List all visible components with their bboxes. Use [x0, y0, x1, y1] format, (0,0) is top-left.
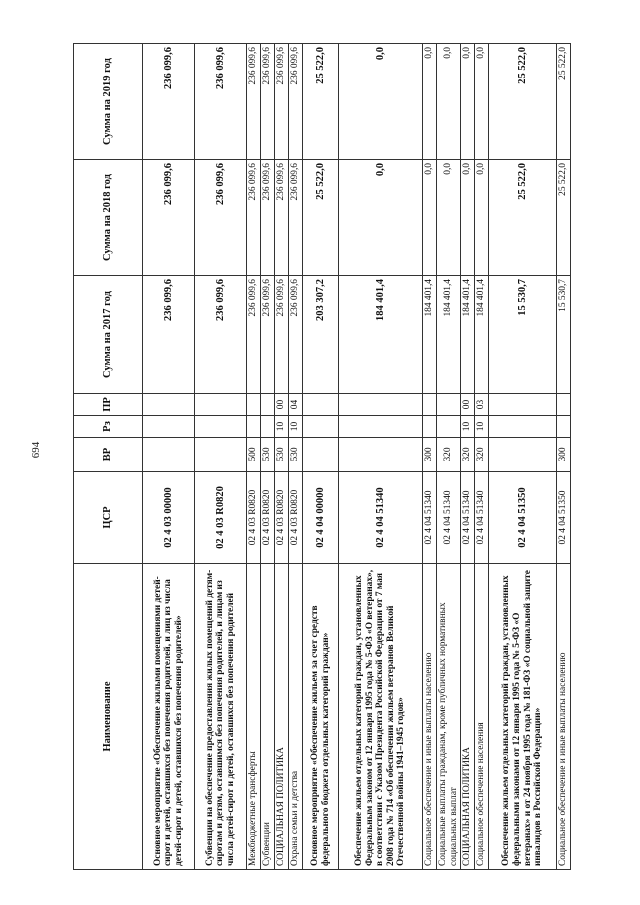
cell-sum-2019: 236 099,6: [261, 44, 275, 160]
cell-rz: [339, 416, 423, 438]
cell-csr: 02 4 03 R0820: [275, 472, 289, 564]
cell-sum-2018: 25 522,0: [557, 160, 571, 276]
cell-rz: [437, 416, 461, 438]
cell-vr: 530: [261, 438, 275, 472]
cell-name: Социальное обеспечение населения: [475, 564, 489, 870]
cell-name: СОЦИАЛЬНАЯ ПОЛИТИКА: [275, 564, 289, 870]
cell-csr: 02 4 04 51340: [475, 472, 489, 564]
table-body: [143, 44, 571, 870]
cell-sum-2017: 184 401,4: [339, 276, 423, 394]
cell-sum-2018: 236 099,6: [195, 160, 247, 276]
cell-sum-2018: 0,0: [339, 160, 423, 276]
cell-sum-2019: 0,0: [461, 44, 475, 160]
cell-sum-2018: 25 522,0: [303, 160, 339, 276]
cell-csr: 02 4 04 51340: [423, 472, 437, 564]
cell-sum-2019: 236 099,6: [289, 44, 303, 160]
table-row: [339, 44, 423, 870]
cell-vr: [303, 438, 339, 472]
cell-name: Социальное обеспечение и иные выплаты населению: [557, 564, 571, 870]
cell-sum-2017: 236 099,6: [289, 276, 303, 394]
cell-sum-2018: 0,0: [437, 160, 461, 276]
cell-sum-2019: 236 099,6: [275, 44, 289, 160]
cell-pr: [303, 394, 339, 416]
cell-sum-2017: 236 099,6: [261, 276, 275, 394]
cell-csr: 02 4 03 R0820: [261, 472, 275, 564]
cell-pr: 00: [275, 394, 289, 416]
cell-sum-2018: 25 522,0: [489, 160, 557, 276]
cell-pr: [261, 394, 275, 416]
header-sum-2018: Сумма на 2018 год: [74, 160, 143, 276]
cell-csr: 02 4 04 51340: [339, 472, 423, 564]
cell-rz: 10: [475, 416, 489, 438]
cell-sum-2017: 184 401,4: [423, 276, 437, 394]
cell-sum-2019: 0,0: [423, 44, 437, 160]
cell-csr: 02 4 03 R0820: [247, 472, 261, 564]
header-rz: Рз: [74, 416, 143, 438]
cell-rz: 10: [289, 416, 303, 438]
cell-pr: [489, 394, 557, 416]
table-row: [489, 44, 557, 870]
cell-rz: [247, 416, 261, 438]
header-pr: ПР: [74, 394, 143, 416]
cell-vr: [339, 438, 423, 472]
cell-sum-2018: 236 099,6: [143, 160, 195, 276]
cell-sum-2019: 25 522,0: [303, 44, 339, 160]
cell-vr: [143, 438, 195, 472]
cell-vr: 320: [437, 438, 461, 472]
cell-sum-2017: 236 099,6: [275, 276, 289, 394]
cell-sum-2018: 236 099,6: [289, 160, 303, 276]
cell-rz: 10: [461, 416, 475, 438]
cell-name: Обеспечение жильем отдельных категорий граждан, установленных Федеральным законом от 12 января 1995 года № 5-ФЗ «О ветеранах», в соответствии с Указом Президента Российской Федерации от 7 мая 2008 года № 714 «Об обеспечении жильем ветеранов Великой Отечественной войны 1941–1945 годов»: [339, 564, 423, 870]
cell-sum-2018: 236 099,6: [247, 160, 261, 276]
budget-table: [73, 43, 571, 870]
cell-name: Субвенции: [261, 564, 275, 870]
cell-sum-2017: 203 307,2: [303, 276, 339, 394]
cell-pr: 00: [461, 394, 475, 416]
cell-pr: [557, 394, 571, 416]
cell-pr: [339, 394, 423, 416]
cell-sum-2017: 184 401,4: [461, 276, 475, 394]
table-row: [475, 44, 489, 870]
header-name: Наименование: [74, 564, 143, 870]
cell-sum-2019: 236 099,6: [143, 44, 195, 160]
cell-pr: [195, 394, 247, 416]
cell-vr: [489, 438, 557, 472]
cell-name: Социальное обеспечение и иные выплаты населению: [423, 564, 437, 870]
cell-pr: [423, 394, 437, 416]
cell-csr: 02 4 03 R0820: [195, 472, 247, 564]
cell-rz: [195, 416, 247, 438]
cell-pr: [143, 394, 195, 416]
table-row: [437, 44, 461, 870]
cell-vr: [195, 438, 247, 472]
cell-name: Субвенции на обеспечение предоставления жилых помещений детям-сиротам и детям, оставшимся без попечения родителей, и лицам из числа детей-сирот и детей, оставшихся без попечения родителей: [195, 564, 247, 870]
cell-rz: [557, 416, 571, 438]
cell-sum-2019: 236 099,6: [195, 44, 247, 160]
cell-sum-2017: 236 099,6: [247, 276, 261, 394]
cell-vr: 320: [475, 438, 489, 472]
cell-sum-2018: 0,0: [475, 160, 489, 276]
cell-vr: 300: [557, 438, 571, 472]
cell-vr: 500: [247, 438, 261, 472]
table-row: [261, 44, 275, 870]
cell-pr: [247, 394, 261, 416]
cell-name: СОЦИАЛЬНАЯ ПОЛИТИКА: [461, 564, 475, 870]
cell-name: Охрана семьи и детства: [289, 564, 303, 870]
cell-sum-2017: 184 401,4: [475, 276, 489, 394]
cell-sum-2019: 0,0: [437, 44, 461, 160]
table-row: [195, 44, 247, 870]
cell-rz: [143, 416, 195, 438]
cell-sum-2017: 236 099,6: [143, 276, 195, 394]
cell-sum-2018: 0,0: [461, 160, 475, 276]
cell-vr: 530: [275, 438, 289, 472]
cell-sum-2018: 0,0: [423, 160, 437, 276]
table-row: [303, 44, 339, 870]
cell-name: Межбюджетные трансферты: [247, 564, 261, 870]
cell-name: Социальные выплаты гражданам, кроме публичных нормативных социальных выплат: [437, 564, 461, 870]
cell-rz: [303, 416, 339, 438]
cell-rz: [489, 416, 557, 438]
cell-vr: 300: [423, 438, 437, 472]
cell-csr: 02 4 03 R0820: [289, 472, 303, 564]
cell-name: Основное мероприятие «Обеспечение жильем за счет средств федерального бюджета отдельных категорий граждан»: [303, 564, 339, 870]
cell-pr: 03: [475, 394, 489, 416]
cell-rz: 10: [275, 416, 289, 438]
cell-vr: 530: [289, 438, 303, 472]
cell-csr: 02 4 04 00000: [303, 472, 339, 564]
cell-pr: 04: [289, 394, 303, 416]
cell-sum-2017: 236 099,6: [195, 276, 247, 394]
cell-sum-2018: 236 099,6: [261, 160, 275, 276]
cell-sum-2019: 25 522,0: [557, 44, 571, 160]
cell-sum-2019: 0,0: [475, 44, 489, 160]
cell-sum-2019: 25 522,0: [489, 44, 557, 160]
cell-pr: [437, 394, 461, 416]
cell-rz: [261, 416, 275, 438]
table-row: [461, 44, 475, 870]
header-csr: ЦСР: [74, 472, 143, 564]
cell-sum-2019: 236 099,6: [247, 44, 261, 160]
header-sum-2019: Сумма на 2019 год: [74, 44, 143, 160]
table-row: [289, 44, 303, 870]
table-row: [423, 44, 437, 870]
cell-csr: 02 4 04 51340: [461, 472, 475, 564]
table-row: [275, 44, 289, 870]
cell-sum-2017: 15 530,7: [557, 276, 571, 394]
rotated-table-container: [73, 44, 571, 870]
cell-name: Обеспечение жильем отдельных категорий граждан, установленных федеральными законами от 12 января 1995 года № 5-ФЗ «О ветеранах» и от 24 ноября 1995 года № 181-ФЗ «О социальной защите инвалидов в Российской Федерации»: [489, 564, 557, 870]
cell-name: Основное мероприятие «Обеспечение жилыми помещениями детей-сирот и детей, оставшихся без попечения родителей, и лиц из числа детей-сирот и детей, оставшихся без попечения родителей»: [143, 564, 195, 870]
cell-sum-2019: 0,0: [339, 44, 423, 160]
cell-csr: 02 4 04 51350: [557, 472, 571, 564]
page-number: 694: [30, 441, 42, 459]
cell-csr: 02 4 04 51340: [437, 472, 461, 564]
cell-csr: 02 4 04 51350: [489, 472, 557, 564]
cell-sum-2017: 184 401,4: [437, 276, 461, 394]
cell-sum-2018: 236 099,6: [275, 160, 289, 276]
table-row: [247, 44, 261, 870]
header-vr: ВР: [74, 438, 143, 472]
cell-csr: 02 4 03 00000: [143, 472, 195, 564]
table-row: [143, 44, 195, 870]
table-row: [557, 44, 571, 870]
header-row: [74, 44, 143, 870]
cell-sum-2017: 15 530,7: [489, 276, 557, 394]
cell-vr: 320: [461, 438, 475, 472]
header-sum-2017: Сумма на 2017 год: [74, 276, 143, 394]
cell-rz: [423, 416, 437, 438]
